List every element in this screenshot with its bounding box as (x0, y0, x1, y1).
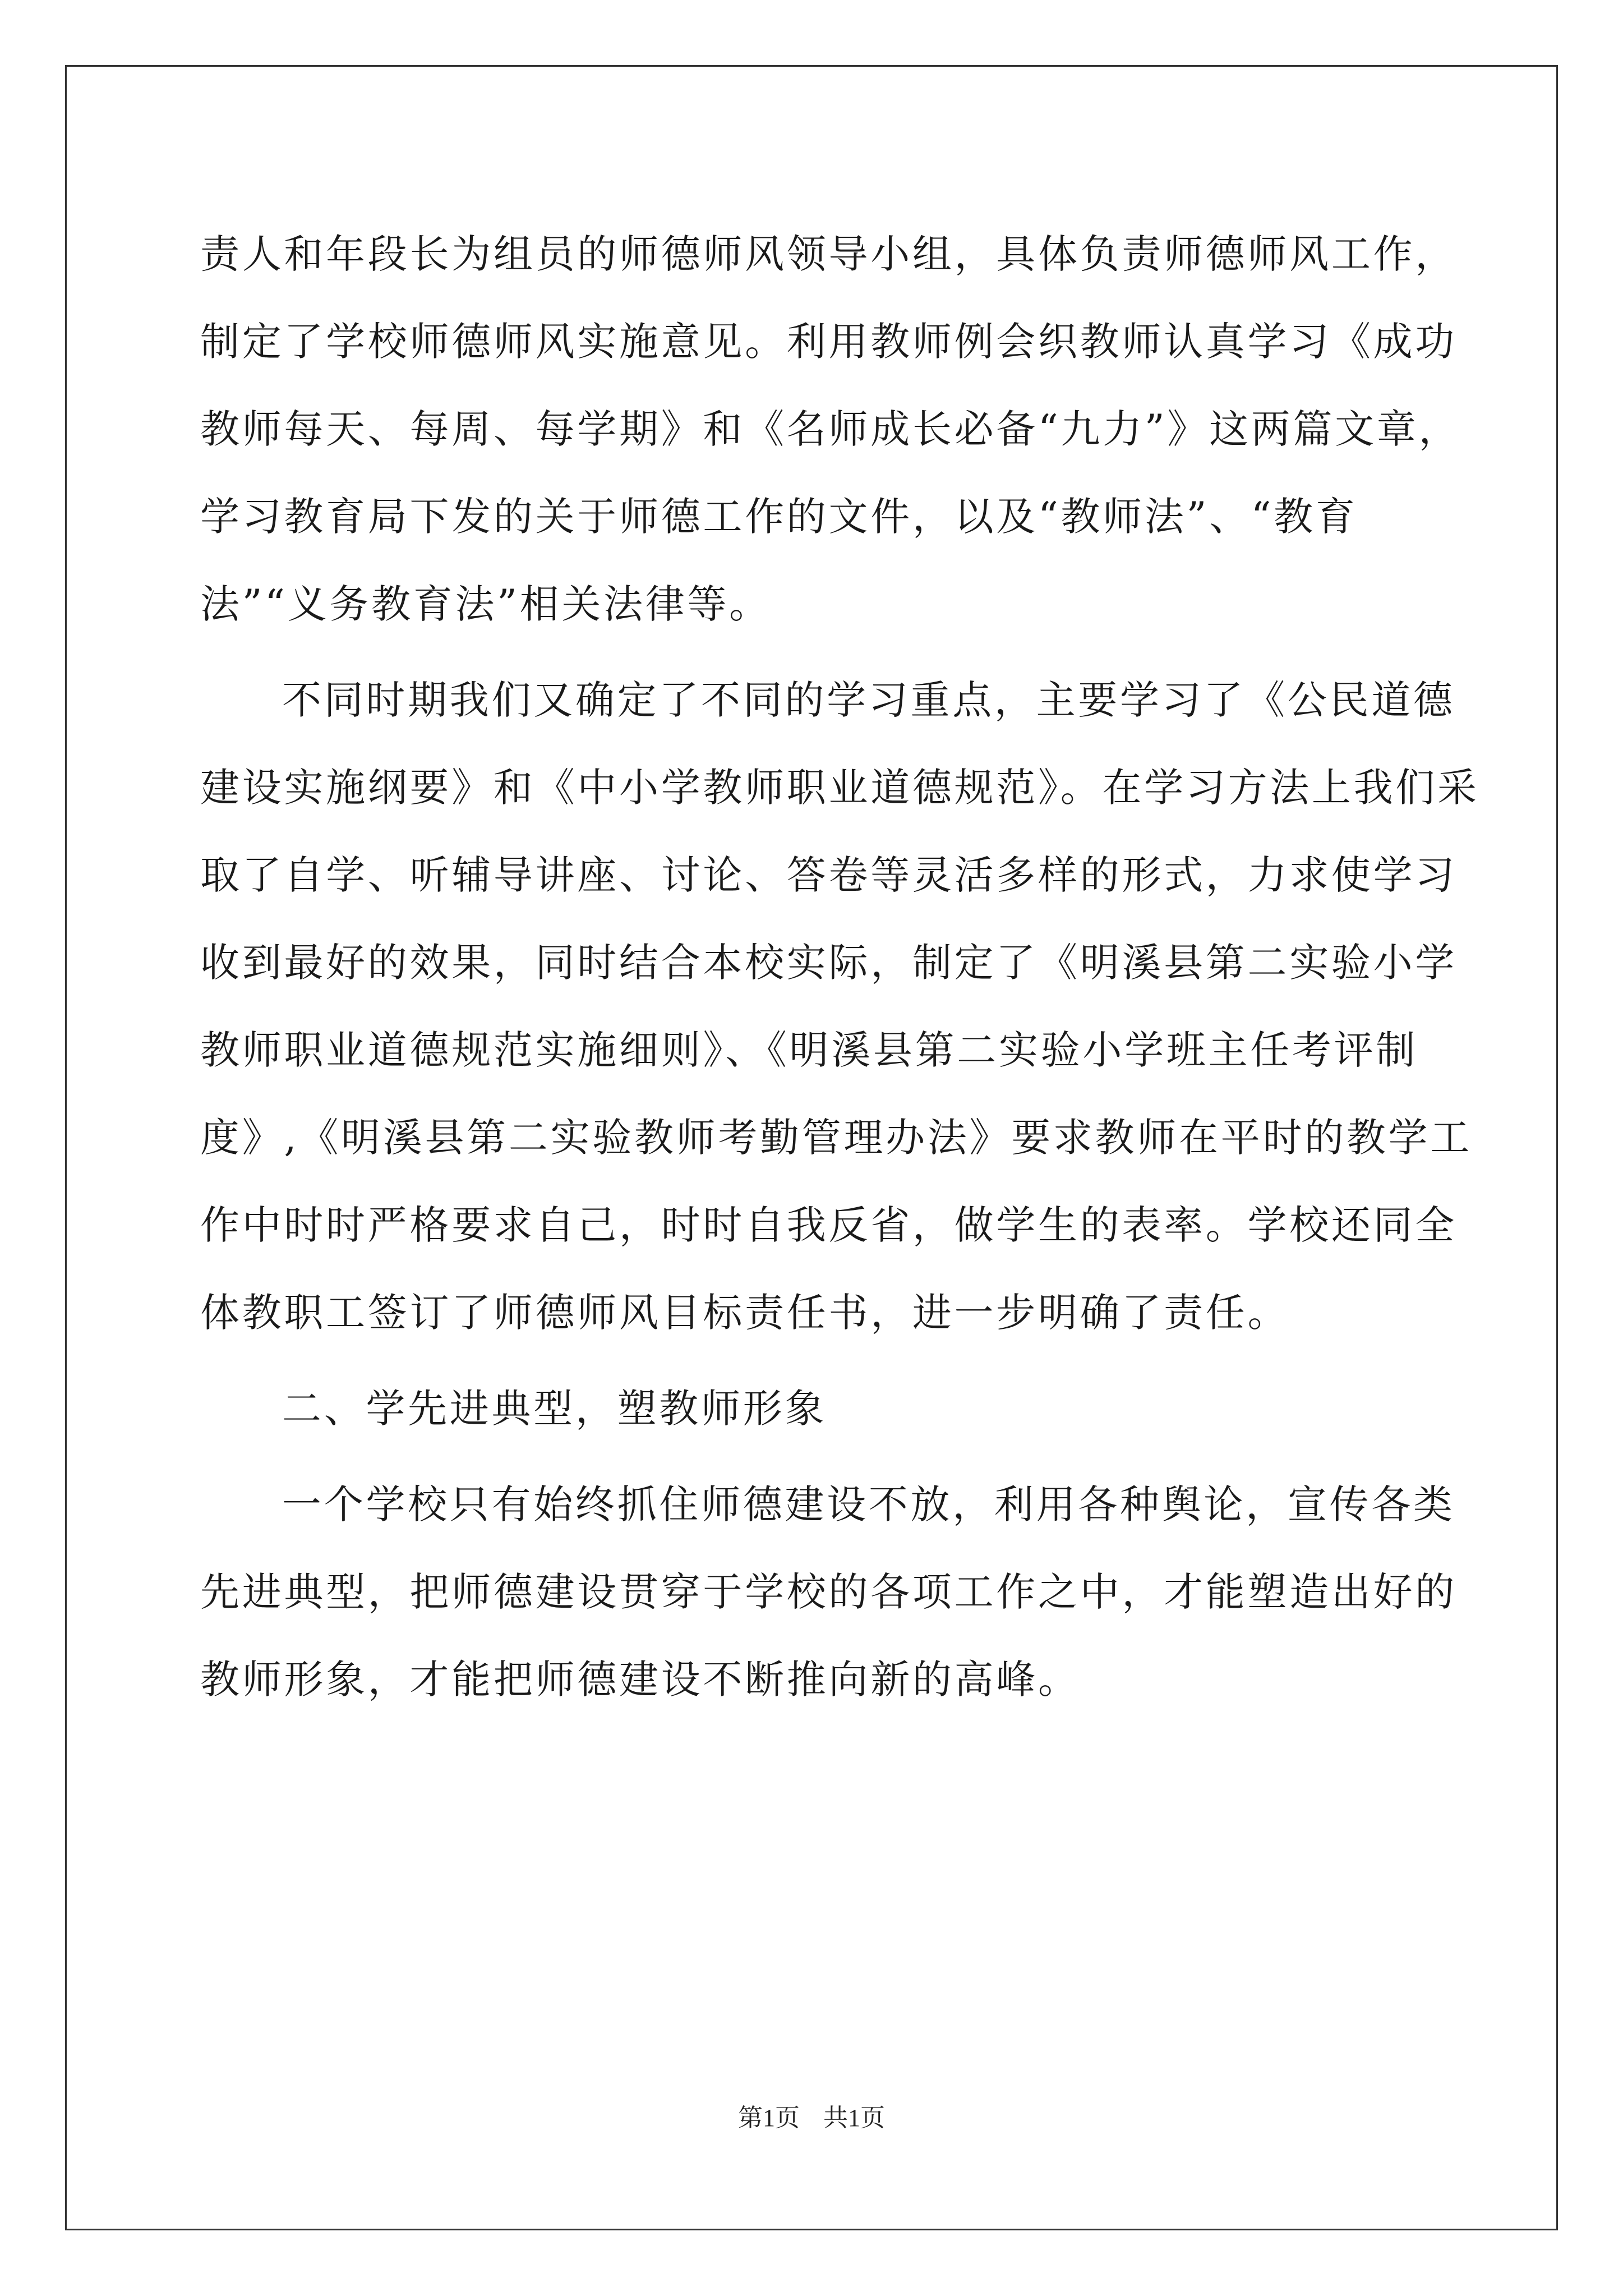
text-line: 取了自学、听辅导讲座、讨论、答卷等灵活多样的形式，力求使学习 (200, 852, 1457, 898)
text-line: 度》,《明溪县第二实验教师考勤管理办法》要求教师在平时的教学工 (200, 1115, 1472, 1161)
paragraph-2 (200, 656, 1479, 1356)
page-number: 第1页 (738, 2104, 800, 2132)
page-footer (0, 2101, 1623, 2135)
section-heading (200, 1365, 1434, 1452)
text-line: 作中时时严格要求自己，时时自我反省，做学生的表率。学校还同全 (200, 1202, 1457, 1248)
text-line: 制定了学校师德师风实施意见。利用教师例会织教师认真学习《成功 (200, 319, 1457, 365)
text-line: 一个学校只有始终抓住师德建设不放，利用各种舆论，宣传各类 (282, 1481, 1455, 1527)
paragraph-1 (200, 210, 1461, 648)
heading-text: 二、学先进典型，塑教师形象 (282, 1386, 827, 1432)
text-line: 教师形象，才能把师德建设不断推向新的高峰。 (200, 1657, 1080, 1703)
paragraph-3 (200, 1461, 1457, 1723)
text-line: 教师职业道德规范实施细则》、《明溪县第二实验小学班主任考评制 (200, 1027, 1418, 1073)
text-line: 收到最好的效果，同时结合本校实际，制定了《明溪县第二实验小学 (200, 940, 1457, 986)
text-line: 不同时期我们又确定了不同的学习重点，主要学习了《公民道德 (282, 677, 1455, 723)
text-line: 法”“义务教育法”相关法律等。 (200, 581, 771, 627)
text-line: 建设实施纲要》和《中小学教师职业道德规范》。在学习方法上我们采 (200, 765, 1479, 811)
page-total: 共1页 (823, 2104, 885, 2132)
text-line: 教师每天、每周、每学期》和《名师成长必备“九力”》这两篇文章， (200, 406, 1461, 452)
text-line: 责人和年段长为组员的师德师风领导小组，具体负责师德师风工作， (200, 231, 1457, 277)
text-line: 体教职工签订了师德师风目标责任书，进一步明确了责任。 (200, 1290, 1290, 1336)
document-body (200, 210, 1479, 1723)
text-line: 先进典型，把师德建设贯穿于学校的各项工作之中，才能塑造出好的 (200, 1569, 1457, 1615)
text-line: 学习教育局下发的关于师德工作的文件，以及“教师法”、“教育 (200, 494, 1358, 540)
